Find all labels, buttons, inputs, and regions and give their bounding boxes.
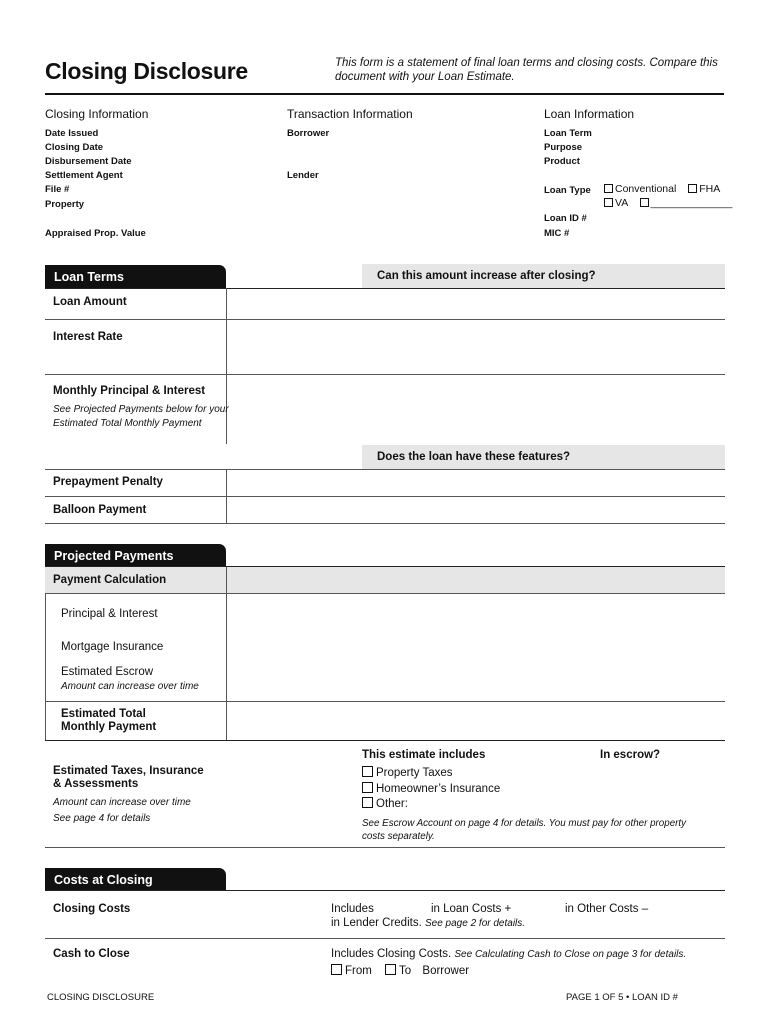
loan-terms-tab: Loan Terms bbox=[45, 265, 226, 288]
from-label: From bbox=[345, 965, 372, 977]
includes-closing-costs-label: Includes Closing Costs. bbox=[331, 948, 452, 960]
balloon-payment-label: Balloon Payment bbox=[53, 504, 147, 516]
row-rule bbox=[45, 847, 725, 848]
monthly-pi-label: Monthly Principal & Interest bbox=[53, 385, 206, 397]
row-rule bbox=[45, 938, 725, 939]
projected-payments-tab: Projected Payments bbox=[45, 544, 226, 567]
in-other-costs-label: in Other Costs – bbox=[565, 903, 649, 915]
taxes-note-line-2: See page 4 for details bbox=[53, 813, 151, 824]
property-label: Property bbox=[45, 199, 85, 210]
loan-type-label: Loan Type bbox=[544, 185, 591, 196]
homeowners-insurance-label: Homeowner’s Insurance bbox=[376, 783, 501, 795]
closing-costs-label: Closing Costs bbox=[53, 903, 131, 915]
in-lender-credits-label: in Lender Credits. bbox=[331, 917, 422, 929]
va-label: VA bbox=[615, 197, 628, 209]
monthly-pi-note-line-1: See Projected Payments below for your bbox=[53, 404, 229, 415]
property-taxes-label: Property Taxes bbox=[376, 767, 453, 779]
property-taxes-checkbox[interactable] bbox=[362, 766, 373, 777]
other-label: Other: bbox=[376, 798, 408, 810]
prepayment-penalty-label: Prepayment Penalty bbox=[53, 476, 163, 488]
intro-line-2: document with your Loan Estimate. bbox=[335, 71, 515, 83]
product-label: Product bbox=[544, 156, 580, 167]
to-label: To bbox=[399, 965, 412, 977]
principal-interest-label: Principal & Interest bbox=[61, 608, 158, 620]
row-rule bbox=[45, 469, 725, 470]
from-to-options bbox=[331, 964, 469, 977]
taxes-note-line-1: Amount can increase over time bbox=[53, 797, 191, 808]
conventional-checkbox[interactable] bbox=[604, 184, 613, 193]
taxes-line-2: & Assessments bbox=[53, 778, 139, 790]
in-loan-costs-label: in Loan Costs + bbox=[431, 903, 512, 915]
mortgage-insurance-label: Mortgage Insurance bbox=[61, 641, 164, 653]
estimated-total-line-2: Monthly Payment bbox=[61, 721, 157, 733]
loan-info-heading: Loan Information bbox=[544, 107, 635, 121]
includes-closing-costs-line bbox=[331, 948, 686, 962]
other-checkbox[interactable] bbox=[362, 797, 373, 808]
row-rule bbox=[45, 319, 725, 320]
fha-label: FHA bbox=[699, 183, 721, 195]
homeowners-insurance-checkbox[interactable] bbox=[362, 782, 373, 793]
loan-type-row-2 bbox=[604, 197, 732, 209]
estimated-total-label bbox=[61, 708, 156, 734]
monthly-pi-note-line-2: Estimated Total Monthly Payment bbox=[53, 418, 202, 429]
taxes-note bbox=[53, 795, 191, 827]
payment-calculation-label: Payment Calculation bbox=[53, 574, 167, 586]
lender-credits-line bbox=[331, 917, 525, 931]
payment-calculation-header bbox=[45, 567, 725, 593]
loan-terms-top-rule bbox=[45, 288, 725, 289]
closing-info-heading: Closing Information bbox=[45, 107, 149, 121]
intro-text bbox=[335, 56, 735, 84]
appraised-value-label: Appraised Prop. Value bbox=[45, 228, 146, 239]
row-rule bbox=[45, 701, 725, 702]
page-title: Closing Disclosure bbox=[45, 58, 248, 84]
row-rule bbox=[45, 496, 725, 497]
other-loan-type-blank: ______________ bbox=[650, 197, 733, 209]
escrow-account-note bbox=[362, 817, 686, 843]
estimated-escrow-label: Estimated Escrow bbox=[61, 666, 154, 678]
settlement-agent-label: Settlement Agent bbox=[45, 170, 123, 181]
costs-top-rule bbox=[45, 890, 725, 891]
other-option bbox=[362, 797, 408, 810]
intro-line-1: This form is a statement of final loan terms and closing costs. Compare this bbox=[335, 57, 718, 69]
see-page-3-note: See Calculating Cash to Close on page 3 for details. bbox=[454, 949, 687, 960]
other-loan-type-checkbox[interactable] bbox=[640, 198, 649, 207]
borrower-label: Borrower bbox=[287, 128, 330, 139]
fha-checkbox[interactable] bbox=[688, 184, 697, 193]
transaction-info-heading: Transaction Information bbox=[287, 107, 413, 121]
borrower-direction-label: Borrower bbox=[422, 965, 470, 977]
row-rule bbox=[45, 374, 725, 375]
closing-date-label: Closing Date bbox=[45, 142, 104, 153]
loan-type-row-1 bbox=[604, 183, 720, 195]
estimate-includes-label: This estimate includes bbox=[362, 749, 486, 761]
disbursement-date-label: Disbursement Date bbox=[45, 156, 132, 167]
date-issued-label: Date Issued bbox=[45, 128, 99, 139]
purpose-label: Purpose bbox=[544, 142, 583, 153]
header-rule bbox=[45, 93, 724, 95]
row-rule bbox=[45, 593, 725, 594]
conventional-label: Conventional bbox=[615, 183, 677, 195]
row-rule bbox=[45, 523, 725, 524]
footer-left: CLOSING DISCLOSURE bbox=[47, 992, 155, 1003]
includes-label: Includes bbox=[331, 903, 374, 915]
property-taxes-option bbox=[362, 766, 453, 779]
costs-at-closing-tab: Costs at Closing bbox=[45, 868, 226, 891]
increase-question-header: Can this amount increase after closing? bbox=[362, 264, 725, 288]
to-checkbox[interactable] bbox=[385, 964, 396, 975]
projected-left-rule bbox=[45, 593, 46, 740]
loan-id-label: Loan ID # bbox=[544, 213, 587, 224]
taxes-insurance-label bbox=[53, 765, 204, 791]
homeowners-insurance-option bbox=[362, 782, 500, 795]
loan-term-label: Loan Term bbox=[544, 128, 592, 139]
in-escrow-label: In escrow? bbox=[600, 749, 661, 761]
escrow-account-note-line-1: See Escrow Account on page 4 for details. You must pay for other property bbox=[362, 818, 687, 829]
va-checkbox[interactable] bbox=[604, 198, 613, 207]
loan-amount-label: Loan Amount bbox=[53, 296, 127, 308]
features-question-header: Does the loan have these features? bbox=[362, 445, 725, 469]
from-checkbox[interactable] bbox=[331, 964, 342, 975]
cash-to-close-label: Cash to Close bbox=[53, 948, 130, 960]
monthly-pi-note bbox=[53, 403, 229, 431]
see-page-2-note: See page 2 for details. bbox=[424, 918, 526, 929]
escrow-account-note-line-2: costs separately. bbox=[362, 831, 435, 842]
projected-mid-rule bbox=[45, 740, 725, 741]
estimated-total-line-1: Estimated Total bbox=[61, 708, 146, 720]
interest-rate-label: Interest Rate bbox=[53, 331, 123, 343]
file-number-label: File # bbox=[45, 184, 70, 195]
taxes-line-1: Estimated Taxes, Insurance bbox=[53, 765, 204, 777]
mic-label: MIC # bbox=[544, 228, 570, 239]
footer-right: PAGE 1 OF 5 • LOAN ID # bbox=[566, 992, 678, 1003]
lender-label: Lender bbox=[287, 170, 319, 181]
escrow-note: Amount can increase over time bbox=[61, 681, 199, 692]
